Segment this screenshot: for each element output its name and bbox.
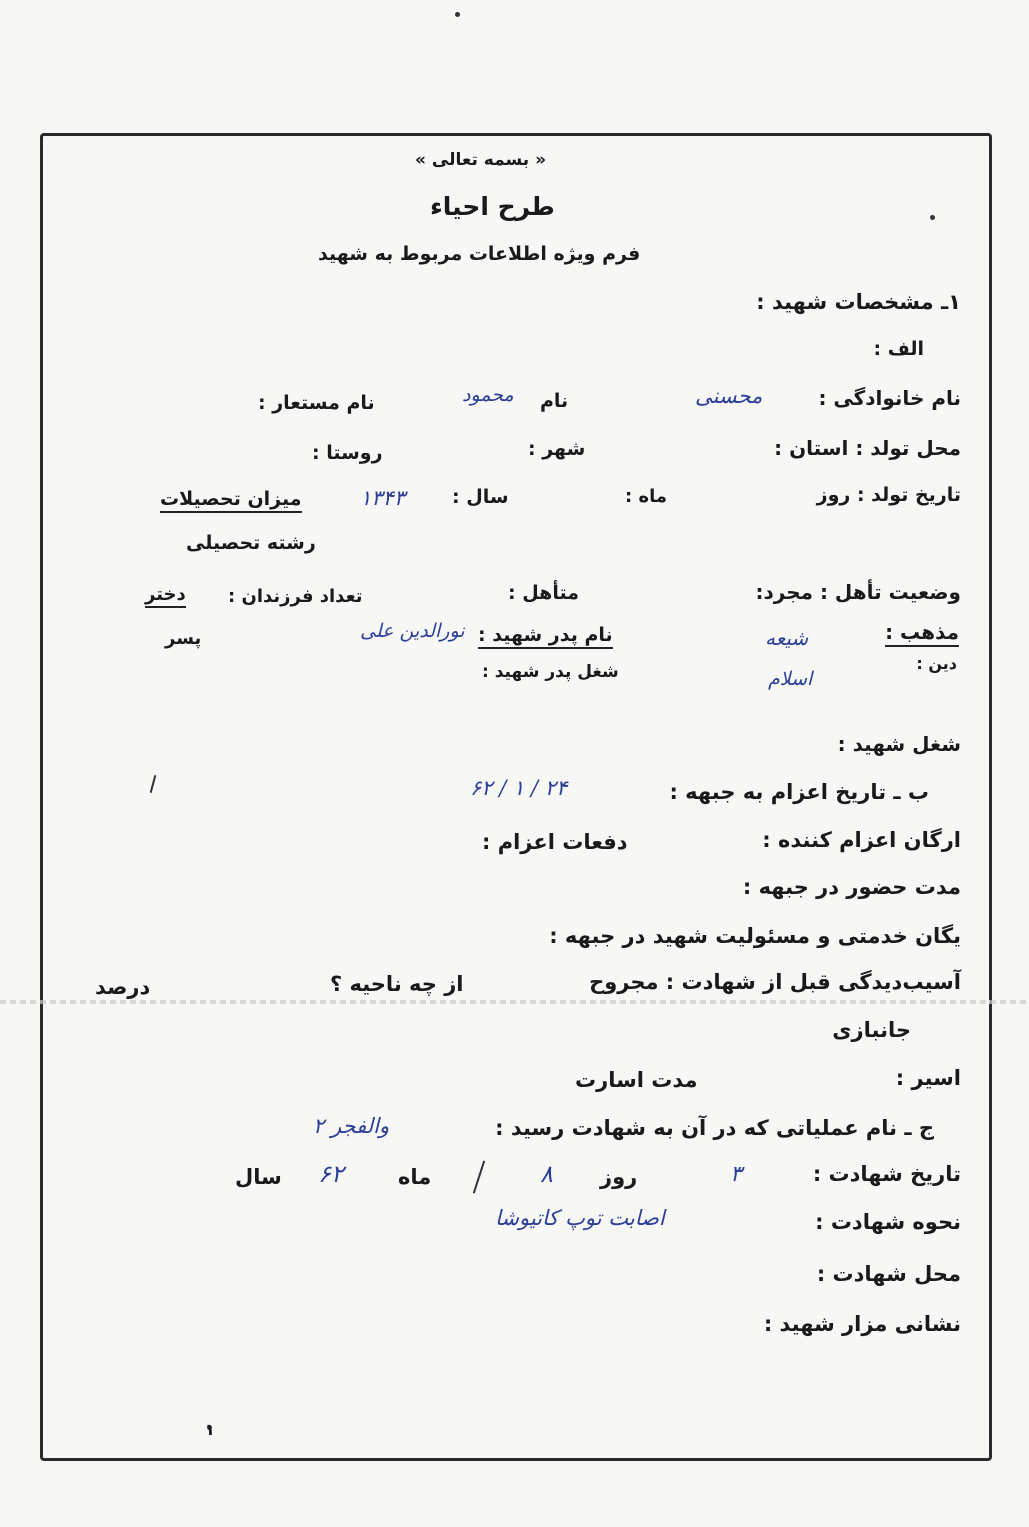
project-title: طرح احیاء: [430, 192, 555, 221]
part-alef: الف :: [873, 338, 924, 360]
birth-year-value: ۱۳۴۳: [360, 486, 406, 510]
martyr-year-value: ۶۲: [318, 1160, 344, 1188]
religion-label: دین :: [916, 654, 957, 673]
invocation: « بسمه تعالی »: [415, 150, 547, 170]
place-label: محل شهادت :: [816, 1262, 961, 1286]
martyr-year-label: سال: [235, 1165, 282, 1189]
operation-value: والفجر ۲: [313, 1114, 390, 1138]
children-count-label: تعداد فرزندان :: [228, 586, 363, 607]
job-label: شغل شهید :: [837, 732, 961, 756]
field-of-study-label: رشته تحصیلی: [186, 532, 316, 554]
operation-label: ج ـ نام عملیاتی که در آن به شهادت رسید :: [495, 1116, 934, 1140]
father-name-value: نورالدین علی: [360, 620, 465, 642]
captivity-duration-label: مدت اسارت: [575, 1068, 698, 1092]
first-name-label: نام: [540, 390, 569, 412]
education-label: میزان تحصیلات: [160, 488, 302, 513]
injury-label: آسیب‌دیدگی قبل از شهادت : مجروح: [589, 970, 961, 994]
daughter-label: دختر: [145, 584, 186, 608]
father-job-label: شغل پدر شهید :: [482, 662, 619, 682]
dispatch-org-label: ارگان اعزام کننده :: [762, 828, 961, 852]
martyr-day-value: ۸: [540, 1160, 553, 1188]
birth-year-label: سال :: [452, 486, 509, 508]
manner-value: اصابت توپ کاتیوشا: [495, 1206, 665, 1230]
injury-area-label: از چه ناحیه ؟: [330, 972, 464, 996]
birth-month-label: ماه :: [625, 486, 667, 507]
dispatch-count-label: دفعات اعزام :: [482, 830, 628, 854]
martyr-month-label: ماه: [398, 1165, 432, 1189]
village-label: روستا :: [312, 442, 383, 464]
religion-value: اسلام: [768, 668, 813, 690]
birthplace-label: محل تولد : استان :: [774, 436, 961, 460]
dispatch-date-value: ۲۴ / ۱ / ۶۲: [470, 776, 568, 800]
scan-speck: [930, 215, 935, 220]
family-name-value: محسنی: [695, 384, 763, 408]
scan-speck: [455, 12, 460, 17]
form-title: فرم ویژه اطلاعات مربوط به شهید: [318, 243, 641, 265]
sect-value: شیعه: [765, 626, 809, 650]
martyr-month-value: ۳: [730, 1162, 742, 1187]
married-label: متأهل :: [508, 582, 579, 604]
alias-label: نام مستعار :: [258, 392, 375, 414]
unit-label: یگان خدمتی و مسئولیت شهید در جبهه :: [549, 924, 961, 948]
dispatch-date-label: ب ـ تاریخ اعزام به جبهه :: [669, 780, 929, 804]
family-name-label: نام خانوادگی :: [818, 386, 961, 410]
martyr-date-label: تاریخ شهادت :: [812, 1162, 961, 1186]
city-label: شهر :: [528, 438, 586, 460]
father-name-label: نام پدر شهید :: [478, 624, 613, 649]
percent-label: درصد: [95, 975, 151, 999]
marital-status-label: وضعیت تأهل : مجرد:: [755, 580, 961, 604]
manner-label: نحوه شهادت :: [815, 1210, 961, 1234]
captive-label: اسیر :: [895, 1066, 961, 1090]
first-name-value: محمود: [462, 384, 514, 406]
son-label: پسر: [165, 628, 202, 649]
scan-artifact-line: [0, 1000, 1029, 1004]
grave-label: نشانی مزار شهید :: [763, 1312, 961, 1336]
birthdate-label: تاریخ تولد : روز: [816, 484, 961, 506]
section1-heading: ۱ـ مشخصات شهید :: [756, 290, 961, 314]
front-duration-label: مدت حضور در جبهه :: [742, 875, 961, 899]
martyr-day-label: روز: [600, 1165, 638, 1189]
veteran-label: جانبازی: [832, 1018, 911, 1042]
page-number: ۱: [205, 1420, 215, 1439]
sect-label: مذهب :: [885, 620, 959, 647]
